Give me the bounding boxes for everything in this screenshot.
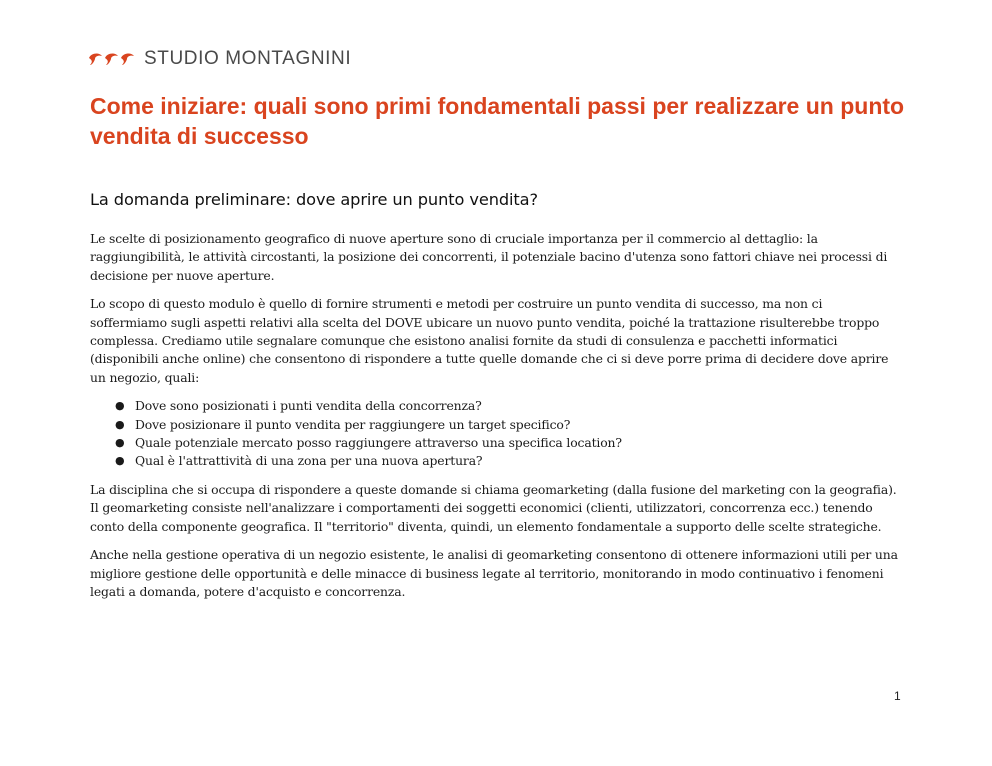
list-item	[90, 397, 902, 415]
bullet-icon: ●	[115, 399, 125, 413]
logo-text: STUDIO MONTAGNINI	[144, 48, 352, 69]
list-item-text: Dove posizionare il punto vendita per raggiungere un target specifico?	[135, 416, 571, 432]
paragraph-4: Anche nella gestione operativa di un negozio esistente, le analisi di geomarketing consentono di ottenere informazioni utili per una migliore gestione delle opportunità e delle minacce di business legate al territorio, monitorando in modo continuativo i fenomeni legati a domanda, potere d'acquisto e concorrenza.	[90, 547, 898, 599]
studio-montagnini-logo	[88, 48, 351, 70]
list-item-text: Quale potenziale mercato posso raggiungere attraverso una specifica location?	[135, 435, 622, 451]
bullet-icon: ●	[115, 436, 125, 450]
logo-swirl-icon	[88, 52, 136, 66]
document-body	[90, 230, 902, 611]
list-item-text: Dove sono posizionati i punti vendita della concorrenza?	[135, 398, 482, 414]
paragraph-3	[90, 481, 902, 536]
page-number: 1	[894, 689, 901, 703]
section-heading: La domanda preliminare: dove aprire un punto vendita?	[90, 190, 538, 209]
paragraph-2: Lo scopo di questo modulo è quello di fornire strumenti e metodi per costruire un punto vendita di successo, ma non ci soffermiamo sugli aspetti relativi alla scelta del DOVE ubicare un nuovo punto vendita, poiché la trattazione risulterebbe troppo complessa. Crediamo utile segnalare comunque che esistono analisi fornite da studi di consulenza e pacchetti informatici (disponibili anche online) che consentono di rispondere a tutte quelle domande che ci si deve porre prima di decidere dove aprire un negozio, quali:	[90, 296, 889, 385]
geomarketing-keyword: geomarketing	[522, 481, 609, 497]
bullet-list	[90, 397, 902, 471]
paragraph-3-text-after: (dalla fusione del marketing con la geografia). Il geomarketing consiste nell'analizzare i comportamenti dei soggetti economici (clienti, utilizzatori, concorrenza ecc.) tenendo conto della componente geografica. Il "territorio" diventa, quindi, un elemento fondamentale a supporto delle scelte strategiche.	[90, 481, 897, 534]
paragraph-1: Le scelte di posizionamento geografico di nuove aperture sono di cruciale importanza per il commercio al dettaglio: la raggiungibilità, le attività circostanti, la posizione dei concorrenti, il potenziale bacino d'utenza sono fattori chiave nei processi di decisione per nuove aperture.	[90, 231, 888, 283]
bullet-icon: ●	[115, 454, 125, 468]
list-item	[90, 434, 902, 452]
page-title: Come iniziare: quali sono primi fondamentali passi per realizzare un punto vendita di successo	[90, 93, 905, 149]
list-item	[90, 416, 902, 434]
bullet-icon: ●	[115, 417, 125, 431]
list-item	[90, 452, 902, 470]
list-item-text: Qual è l'attrattività di una zona per una nuova apertura?	[135, 453, 483, 469]
paragraph-3-text-before: La disciplina che si occupa di rispondere a queste domande si chiama	[90, 481, 523, 497]
